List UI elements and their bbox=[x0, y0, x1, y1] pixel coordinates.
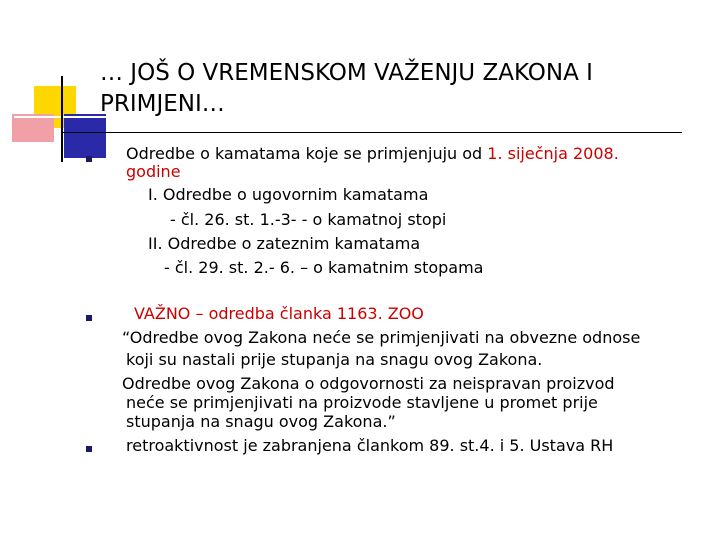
slide-title bbox=[100, 58, 700, 120]
bullet2-quote-line4: neće se primjenjivati na proizvode stavljene u promet prije bbox=[126, 393, 598, 412]
bullet1-sub1-detail: - čl. 26. st. 1.-3- - o kamatnoj stopi bbox=[170, 210, 447, 229]
bullet2-quote-line3: Odredbe ovog Zakona o odgovornosti za neispravan proizvod bbox=[122, 374, 615, 393]
decor-blue-square bbox=[64, 114, 106, 158]
bullet1-godine: godine bbox=[126, 162, 181, 181]
bullet1-sub1: I. Odredbe o ugovornim kamatama bbox=[148, 185, 429, 204]
bullet2-quote-line5: stupanja na snagu ovog Zakona.” bbox=[126, 412, 396, 431]
bullet2-quote-line1: “Odredbe ovog Zakona neće se primjenjivati na obvezne odnose bbox=[122, 328, 641, 347]
bullet3-text: retroaktivnost je zabranjena člankom 89. st.4. i 5. Ustava RH bbox=[126, 436, 614, 455]
bullet-square-icon bbox=[86, 156, 92, 162]
bullet1-text: Odredbe o kamatama koje se primjenjuju od bbox=[126, 144, 488, 163]
slide-title-line1: … JOŠ O VREMENSKOM VAŽENJU ZAKONA I bbox=[100, 60, 593, 86]
bullet2-heading: VAŽNO – odredba članka 1163. ZOO bbox=[134, 304, 424, 323]
decor-pink-square bbox=[12, 114, 54, 142]
bullet-square-icon bbox=[86, 446, 92, 452]
bullet1-line1 bbox=[126, 144, 619, 163]
bullet1-sub2: II. Odredbe o zateznim kamatama bbox=[148, 234, 421, 253]
bullet1-sub2-detail: - čl. 29. st. 2.- 6. – o kamatnim stopama bbox=[164, 258, 484, 277]
bullet2-quote-line2: koji su nastali prije stupanja na snagu ovog Zakona. bbox=[126, 350, 543, 369]
decor-vertical-line bbox=[61, 76, 63, 162]
bullet1-date: 1. siječnja 2008. bbox=[487, 144, 619, 163]
bullet-square-icon bbox=[86, 315, 92, 321]
slide-title-line2: PRIMJENI… bbox=[100, 91, 225, 117]
title-underline bbox=[62, 132, 682, 133]
